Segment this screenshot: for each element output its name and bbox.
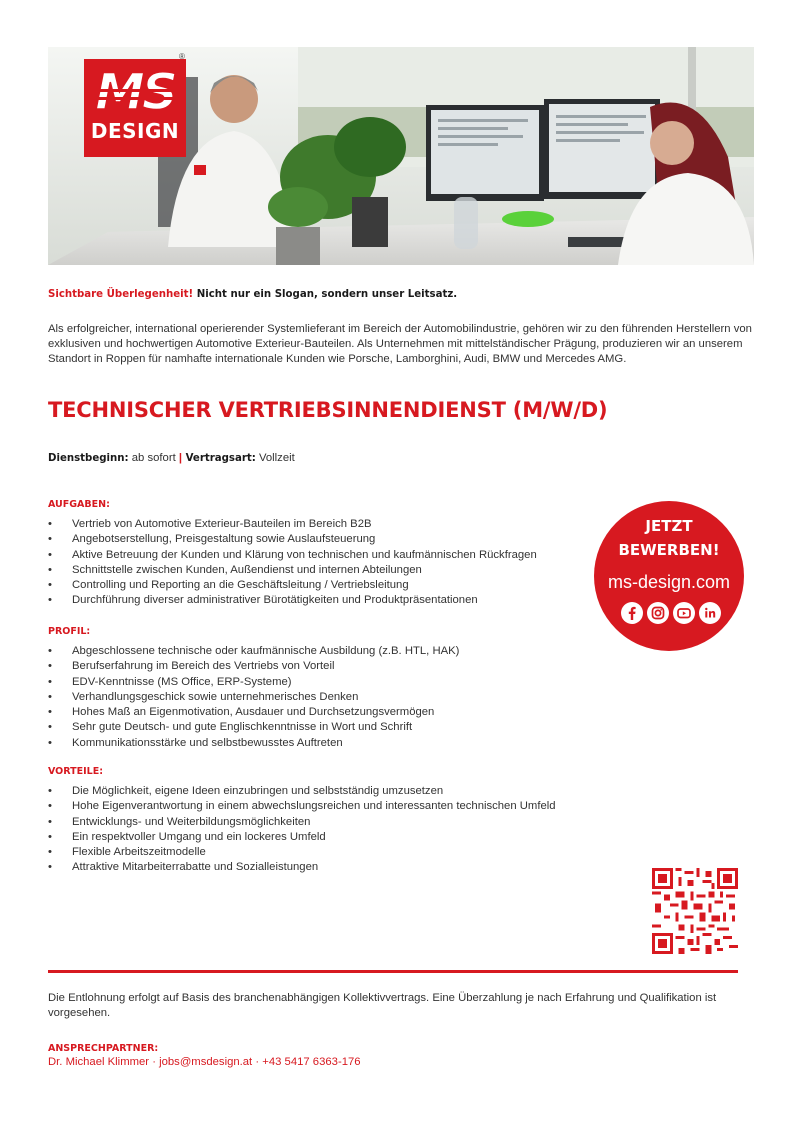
list-item: • Sehr gute Deutsch- und gute Englischkenntnisse in Wort und Schrift: [48, 720, 459, 735]
social-icons: [620, 601, 720, 627]
facebook-icon[interactable]: [620, 601, 644, 625]
benefits-list: [48, 784, 556, 876]
cta-line2: BEWERBEN!: [618, 541, 720, 559]
job-meta: [48, 452, 295, 464]
list-item: • Aktive Betreuung der Kunden und Klärung von technischen und kaufmännischen Rückfragen: [48, 548, 537, 563]
section-divider: [48, 970, 738, 973]
hero-photo: [48, 47, 754, 265]
list-item: • Die Möglichkeit, eigene Ideen einzubringen und selbstständig umzusetzen: [48, 784, 556, 799]
list-item: • Berufserfahrung im Bereich des Vertriebs von Vorteil: [48, 659, 459, 674]
contract-value: Vollzeit: [255, 452, 295, 464]
youtube-icon[interactable]: [672, 601, 696, 625]
slogan-rest: Nicht nur ein Slogan, sondern unser Leitsatz.: [193, 289, 458, 300]
company-intro: Als erfolgreicher, international operierender Systemlieferant im Bereich der Automobilindustrie, gehören wir zu den führenden Herstellern von exklusiven und hochwertigen Automotive Exterieur-Bauteilen. Als Unternehmen mit mittelständischer Prägung, produzieren wir an unserem Standort in Roppen für namhafte internationale Kunden wie Porsche, Lamborghini, Audi, BMW und Mercedes AMG.: [48, 323, 752, 365]
logo-ms-mark: [92, 63, 178, 119]
salary-note: Die Entlohnung erfolgt auf Basis des branchenabhängigen Kollektivvertrags. Eine Überzahlung je nach Erfahrung und Qualifikation ist vorgesehen.: [48, 992, 717, 1019]
contract-label: Vertragsart:: [182, 453, 256, 464]
linkedin-icon[interactable]: [698, 601, 722, 625]
registered-mark: ®: [179, 52, 185, 61]
list-item: • Abgeschlossene technische oder kaufmännische Ausbildung (z.B. HTL, HAK): [48, 644, 459, 659]
list-item: • Ein respektvoller Umgang und ein lockeres Umfeld: [48, 830, 556, 845]
contact-heading: ANSPRECHPARTNER:: [48, 1043, 159, 1054]
meta-separator: |: [178, 452, 183, 464]
list-item: • EDV-Kenntnisse (MS Office, ERP-Systeme): [48, 675, 459, 690]
slogan-highlight: Sichtbare Überlegenheit!: [48, 289, 194, 300]
list-item: • Hohe Eigenverantwortung in einem abwechslungsreichen und interessanten technischen Umfeld: [48, 799, 556, 814]
qr-code[interactable]: [650, 868, 740, 954]
list-item: • Angebotserstellung, Preisgestaltung sowie Auslaufsteuerung: [48, 532, 537, 547]
list-item: • Kommunikationsstärke und selbstbewusstes Auftreten: [48, 736, 459, 751]
list-item: • Controlling und Reporting an die Geschäftsleitung / Vertriebsleitung: [48, 578, 537, 593]
cta-line1: JETZT: [645, 517, 693, 535]
company-logo: [84, 59, 186, 157]
list-item: • Entwicklungs- und Weiterbildungsmöglichkeiten: [48, 815, 556, 830]
start-label: Dienstbeginn:: [48, 453, 129, 464]
website-link[interactable]: ms-design.com: [607, 572, 731, 592]
list-item: • Flexible Arbeitszeitmodelle: [48, 845, 556, 860]
profile-heading: PROFIL:: [48, 626, 91, 637]
list-item: • Verhandlungsgeschick sowie unternehmerisches Denken: [48, 690, 459, 705]
contact-details[interactable]: Dr. Michael Klimmer · jobs@msdesign.at · +43 5417 6363-176: [48, 1056, 361, 1068]
benefits-heading: VORTEILE:: [48, 766, 103, 777]
logo-design-text: DESIGN: [90, 119, 180, 143]
job-title: TECHNISCHER VERTRIEBSINNENDIENST (M/W/D): [48, 398, 608, 422]
list-item: • Hohes Maß an Eigenmotivation, Ausdauer und Durchsetzungsvermögen: [48, 705, 459, 720]
start-value: ab sofort: [128, 452, 179, 464]
tasks-heading: AUFGABEN:: [48, 499, 110, 510]
instagram-icon[interactable]: [646, 601, 670, 625]
slogan: [48, 289, 457, 300]
list-item: • Attraktive Mitarbeiterrabatte und Sozialleistungen: [48, 860, 556, 875]
apply-now-badge[interactable]: [594, 501, 744, 651]
list-item: • Durchführung diverser administrativer Bürotätigkeiten und Produktpräsentationen: [48, 593, 537, 608]
list-item: • Schnittstelle zwischen Kunden, Außendienst und internen Abteilungen: [48, 563, 537, 578]
profile-list: [48, 644, 459, 751]
tasks-list: [48, 517, 537, 609]
list-item: • Vertrieb von Automotive Exterieur-Bauteilen im Bereich B2B: [48, 517, 537, 532]
